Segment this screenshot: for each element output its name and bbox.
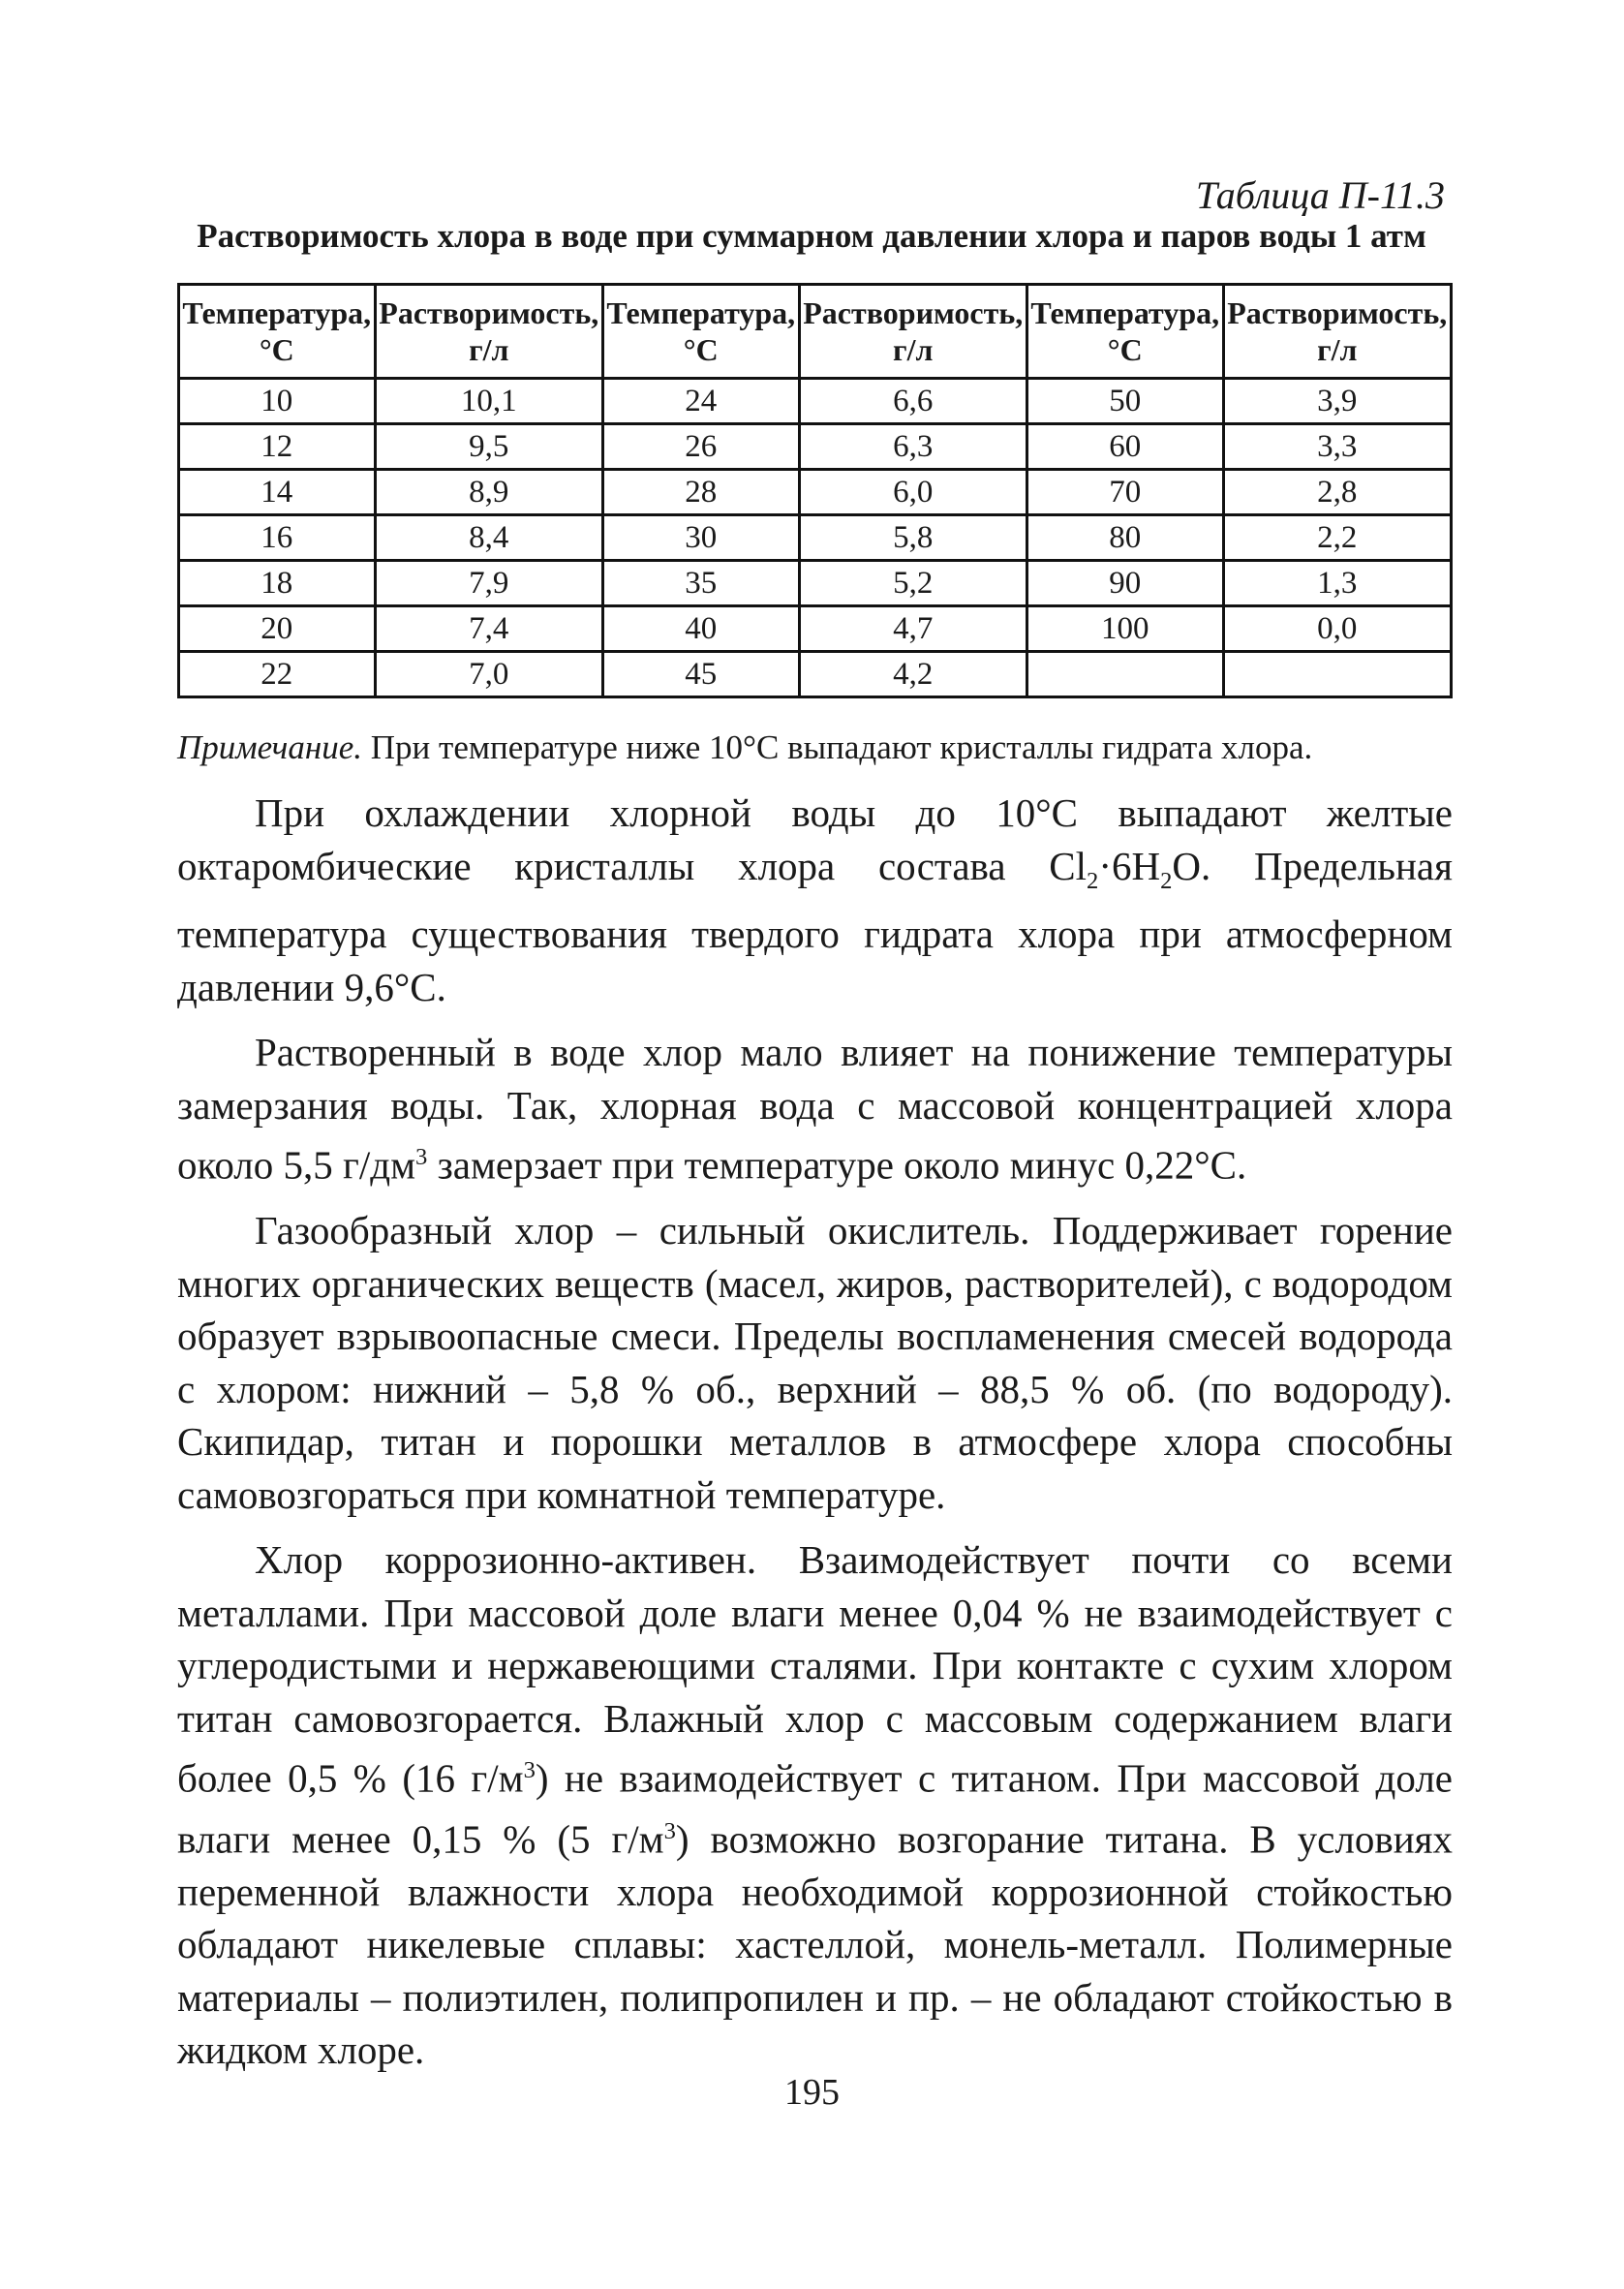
table-cell: 20: [179, 606, 376, 652]
table-cell: 28: [602, 470, 799, 515]
table-cell: 5,8: [799, 515, 1026, 561]
header-solubility-2: Растворимость, г/л: [799, 285, 1026, 379]
table-cell: 6,0: [799, 470, 1026, 515]
paragraph-3: Газообразный хлор – сильный окислитель. Поддерживает горение многих органических веществ (масел, жиров, растворителей), с водородом образует взрывоопасные смеси. Пределы воспламенения смесей водорода с хлором: нижний – 5,8 % об., верхний – 88,5 % об. (по водороду). Скипидар, титан и порошки металлов в атмосфере хлора способны самовозгораться при комнатной температуре.: [177, 1208, 1453, 1517]
table-cell: 7,0: [375, 652, 602, 697]
table-row: [179, 470, 1452, 515]
table-cell: 2,2: [1223, 515, 1452, 561]
header-temperature-3: Температура, °С: [1026, 285, 1223, 379]
table-cell: 90: [1026, 561, 1223, 606]
solubility-table: [177, 283, 1453, 698]
table-cell: 80: [1026, 515, 1223, 561]
note-text: При температуре ниже 10°С выпадают кристаллы гидрата хлора.: [362, 728, 1313, 766]
table-cell: [1223, 652, 1452, 697]
table-cell: 3,9: [1223, 379, 1452, 424]
table-cell: 9,5: [375, 424, 602, 470]
header-solubility-3: Растворимость, г/л: [1223, 285, 1452, 379]
table-cell: 3,3: [1223, 424, 1452, 470]
table-cell: 35: [602, 561, 799, 606]
table-cell: 40: [602, 606, 799, 652]
table-cell: 2,8: [1223, 470, 1452, 515]
table-cell: 100: [1026, 606, 1223, 652]
table-cell: 8,4: [375, 515, 602, 561]
table-number: Таблица П-11.3: [1195, 173, 1445, 217]
table-cell: 6,6: [799, 379, 1026, 424]
table-cell: [1026, 652, 1223, 697]
table-title: Растворимость хлора в воде при суммарном давлении хлора и паров воды 1 атм: [197, 217, 1426, 255]
table-cell: 0,0: [1223, 606, 1452, 652]
page-number: 195: [784, 2072, 840, 2113]
table-cell: 50: [1026, 379, 1223, 424]
header-temperature-1: Температура, °С: [179, 285, 376, 379]
table-cell: 4,2: [799, 652, 1026, 697]
table-cell: 5,2: [799, 561, 1026, 606]
table-cell: 1,3: [1223, 561, 1452, 606]
table-cell: 22: [179, 652, 376, 697]
table-header-row: [179, 285, 1452, 379]
paragraph-2: Растворенный в воде хлор мало влияет на понижение температуры замерзания воды. Так, хлорная вода с массовой концентрацией хлора около 5,5 $г/дм^3$ замерзает при температуре около минус 0,22°С.: [177, 1030, 1453, 1188]
table-cell: 10: [179, 379, 376, 424]
table-row: [179, 424, 1452, 470]
table-cell: 7,9: [375, 561, 602, 606]
table-row: [179, 561, 1452, 606]
table-cell: 16: [179, 515, 376, 561]
body-text: [177, 787, 1453, 2089]
table-cell: 14: [179, 470, 376, 515]
table-note: [177, 728, 1312, 767]
table-row: [179, 515, 1452, 561]
paragraph-1: При охлаждении хлорной воды до 10°С выпадают желтые октаромбические кристаллы хлора состава $Cl_2\cdot 6H_2O$. Предельная температура существования твердого гидрата хлора при атмосферном давлении 9,6°С.: [177, 790, 1453, 1009]
note-label: Примечание.: [177, 728, 363, 766]
table-cell: 7,4: [375, 606, 602, 652]
table-cell: 18: [179, 561, 376, 606]
table-cell: 70: [1026, 470, 1223, 515]
header-temperature-2: Температура, °С: [602, 285, 799, 379]
table-cell: 26: [602, 424, 799, 470]
table-cell: 24: [602, 379, 799, 424]
table-row: [179, 379, 1452, 424]
table-cell: 30: [602, 515, 799, 561]
header-solubility-1: Растворимость, г/л: [375, 285, 602, 379]
table-cell: 8,9: [375, 470, 602, 515]
table-row: [179, 606, 1452, 652]
table-cell: 4,7: [799, 606, 1026, 652]
table-cell: 45: [602, 652, 799, 697]
paragraph-4: Хлор коррозионно-активен. Взаимодействует почти со всеми металлами. При массовой доле влаги менее 0,04 % не взаимодействует с углеродистыми и нержавеющими сталями. При контакте с сухим хлором титан самовозгорается. Влажный хлор с массовым содержанием влаги более 0,5 % (16 $г/м^3$) не взаимодействует с титаном. При массовой доле влаги менее 0,15 % (5 $г/м^3$) возможно возгорание титана. В условиях переменной влажности хлора необходимой коррозионной стойкостью обладают никелевые сплавы: хастеллой, монель-металл. Полимерные материалы – полиэтилен, полипропилен и пр. – не обладают стойкостью в жидком хлоре.: [177, 1537, 1454, 2073]
table-cell: 6,3: [799, 424, 1026, 470]
table-cell: 12: [179, 424, 376, 470]
table-cell: 10,1: [375, 379, 602, 424]
table-cell: 60: [1026, 424, 1223, 470]
table-row: [179, 652, 1452, 697]
